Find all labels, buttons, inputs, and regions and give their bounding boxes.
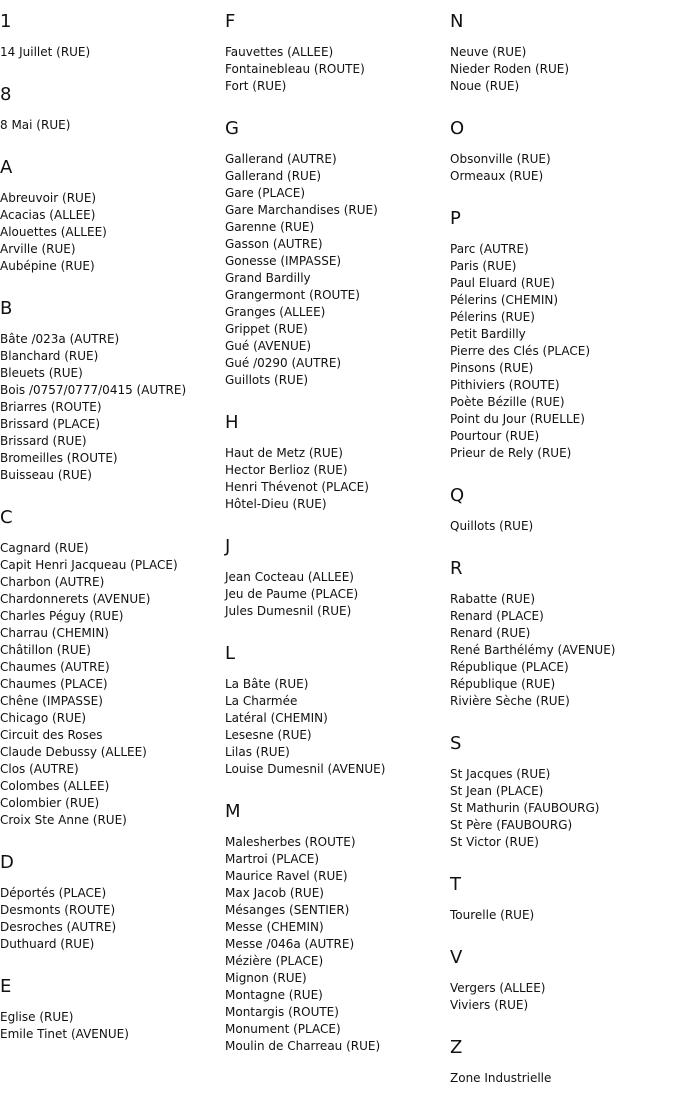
street-item: Point du Jour (RUELLE) [450, 412, 585, 426]
street-item: Cagnard (RUE) [0, 541, 89, 555]
street-item: Paul Eluard (RUE) [450, 276, 555, 290]
letter-section [450, 1036, 670, 1087]
letter-section [450, 946, 670, 1036]
street-item: Circuit des Roses [0, 728, 103, 742]
section-letter-heading: H [225, 412, 239, 433]
street-item: Chêne (IMPASSE) [0, 694, 103, 708]
street-list [225, 44, 445, 95]
street-item: Ormeaux (RUE) [450, 169, 544, 183]
street-list [225, 676, 445, 778]
street-item: Gué /0290 (AUTRE) [225, 356, 342, 370]
street-list [225, 569, 445, 620]
street-item: Max Jacob (RUE) [225, 886, 324, 900]
street-item: Déportés (PLACE) [0, 886, 107, 900]
street-item: Grippet (RUE) [225, 322, 308, 336]
street-item: Granges (ALLEE) [225, 305, 326, 319]
section-letter-heading: P [450, 208, 461, 229]
letter-section [450, 484, 670, 557]
street-item: Abreuvoir (RUE) [0, 191, 97, 205]
street-list [450, 980, 670, 1014]
section-letter-heading: M [225, 801, 241, 822]
street-list [225, 445, 445, 513]
street-item: Hôtel-Dieu (RUE) [225, 497, 327, 511]
section-letter-heading: O [450, 118, 465, 139]
street-item: Martroi (PLACE) [225, 852, 320, 866]
street-item: Lilas (RUE) [225, 745, 290, 759]
street-item: Clos (AUTRE) [0, 762, 79, 776]
street-item: Gare Marchandises (RUE) [225, 203, 378, 217]
section-spacer [450, 710, 670, 732]
street-item: Zone Industrielle [450, 1071, 552, 1085]
street-item: Gasson (AUTRE) [225, 237, 323, 251]
street-item: Gare (PLACE) [225, 186, 306, 200]
street-item: Parc (AUTRE) [450, 242, 529, 256]
section-spacer [450, 185, 670, 207]
street-list [450, 1070, 670, 1087]
street-item: René Barthélémy (AVENUE) [450, 643, 616, 657]
street-list [450, 907, 670, 924]
section-letter-heading: A [0, 157, 13, 178]
street-item: Viviers (RUE) [450, 998, 529, 1012]
section-letter-heading: D [0, 852, 14, 873]
street-item: Bleuets (RUE) [0, 366, 83, 380]
street-list [0, 331, 220, 484]
section-spacer [225, 95, 445, 117]
street-item: Bromeilles (ROUTE) [0, 451, 118, 465]
letter-section [0, 156, 220, 297]
street-item: Alouettes (ALLEE) [0, 225, 107, 239]
section-letter-heading: Z [450, 1037, 463, 1058]
street-item: Pierre des Clés (PLACE) [450, 344, 591, 358]
letter-section [0, 975, 220, 1043]
street-item: Gallerand (RUE) [225, 169, 322, 183]
letter-section [450, 10, 670, 117]
street-item: Mignon (RUE) [225, 971, 307, 985]
street-item: St Victor (RUE) [450, 835, 539, 849]
street-item: Grangermont (ROUTE) [225, 288, 360, 302]
street-item: Moulin de Charreau (RUE) [225, 1039, 381, 1053]
street-item: Grand Bardilly [225, 271, 311, 285]
street-item: Pélerins (RUE) [450, 310, 535, 324]
street-item: Pélerins (CHEMIN) [450, 293, 559, 307]
street-item: Buisseau (RUE) [0, 468, 92, 482]
street-item: Montargis (ROUTE) [225, 1005, 339, 1019]
street-list [225, 834, 445, 1055]
street-item: Quillots (RUE) [450, 519, 534, 533]
street-index-column-3 [450, 10, 670, 1087]
street-item: Obsonville (RUE) [450, 152, 551, 166]
street-item: Maurice Ravel (RUE) [225, 869, 348, 883]
street-item: Petit Bardilly [450, 327, 526, 341]
street-item: Croix Ste Anne (RUE) [0, 813, 127, 827]
letter-section [450, 207, 670, 484]
street-item: Claude Debussy (ALLEE) [0, 745, 147, 759]
section-letter-heading: 1 [0, 11, 12, 32]
section-spacer [0, 134, 220, 156]
section-spacer [0, 484, 220, 506]
street-item: Emile Tinet (AVENUE) [0, 1027, 129, 1041]
street-item: Lesesne (RUE) [225, 728, 312, 742]
street-item: Chaumes (AUTRE) [0, 660, 110, 674]
street-item: Fontainebleau (ROUTE) [225, 62, 365, 76]
street-list [0, 885, 220, 953]
street-item: 14 Juillet (RUE) [0, 45, 91, 59]
section-letter-heading: S [450, 733, 462, 754]
street-list [0, 44, 220, 61]
street-item: Briarres (ROUTE) [0, 400, 102, 414]
street-item: Desmonts (ROUTE) [0, 903, 116, 917]
street-item: Colombier (RUE) [0, 796, 100, 810]
street-item: Vergers (ALLEE) [450, 981, 546, 995]
section-spacer [0, 953, 220, 975]
letter-section [225, 10, 445, 117]
street-item: Henri Thévenot (PLACE) [225, 480, 369, 494]
section-spacer [450, 462, 670, 484]
section-spacer [450, 1014, 670, 1036]
letter-section [450, 732, 670, 873]
section-spacer [225, 513, 445, 535]
street-list [450, 518, 670, 535]
street-item: Rabatte (RUE) [450, 592, 536, 606]
street-item: Louise Dumesnil (AVENUE) [225, 762, 386, 776]
street-item: Montagne (RUE) [225, 988, 323, 1002]
section-spacer [450, 851, 670, 873]
street-item: Messe /046a (AUTRE) [225, 937, 355, 951]
street-item: Pourtour (RUE) [450, 429, 540, 443]
street-item: Gallerand (AUTRE) [225, 152, 337, 166]
street-item: Aubépine (RUE) [0, 259, 95, 273]
street-list [450, 151, 670, 185]
street-item: Malesherbes (ROUTE) [225, 835, 356, 849]
street-item: République (RUE) [450, 677, 556, 691]
street-item: Bâte /023a (AUTRE) [0, 332, 120, 346]
section-spacer [225, 778, 445, 800]
letter-section [0, 297, 220, 506]
street-list [0, 190, 220, 275]
section-letter-heading: C [0, 507, 13, 528]
letter-section [450, 873, 670, 946]
section-spacer [450, 535, 670, 557]
section-letter-heading: T [450, 874, 461, 895]
street-list [450, 44, 670, 95]
street-item: Mézière (PLACE) [225, 954, 324, 968]
street-item: Charles Péguy (RUE) [0, 609, 124, 623]
street-item: Neuve (RUE) [450, 45, 527, 59]
street-item: Charrau (CHEMIN) [0, 626, 109, 640]
section-letter-heading: 8 [0, 84, 12, 105]
street-item: Noue (RUE) [450, 79, 520, 93]
section-letter-heading: N [450, 11, 464, 32]
street-list [0, 117, 220, 134]
street-item: Renard (RUE) [450, 626, 531, 640]
street-item: Nieder Roden (RUE) [450, 62, 570, 76]
street-item: Chardonnerets (AVENUE) [0, 592, 151, 606]
section-spacer [450, 95, 670, 117]
street-list [450, 591, 670, 710]
street-item: Prieur de Rely (RUE) [450, 446, 572, 460]
street-item: Jean Cocteau (ALLEE) [225, 570, 354, 584]
street-item: Chicago (RUE) [0, 711, 87, 725]
letter-section [450, 117, 670, 207]
street-item: Messe (CHEMIN) [225, 920, 324, 934]
street-item: Fort (RUE) [225, 79, 287, 93]
letter-section [225, 642, 445, 800]
street-item: La Bâte (RUE) [225, 677, 309, 691]
street-item: Acacias (ALLEE) [0, 208, 96, 222]
section-spacer [0, 829, 220, 851]
street-item: Poète Bézille (RUE) [450, 395, 565, 409]
street-item: Arville (RUE) [0, 242, 76, 256]
street-list [450, 766, 670, 851]
street-item: Gué (AVENUE) [225, 339, 312, 353]
street-item: Latéral (CHEMIN) [225, 711, 328, 725]
street-item: 8 Mai (RUE) [0, 118, 71, 132]
section-letter-heading: G [225, 118, 239, 139]
street-item: Eglise (RUE) [0, 1010, 74, 1024]
letter-section [0, 506, 220, 851]
street-item: St Jacques (RUE) [450, 767, 551, 781]
street-item: Jules Dumesnil (RUE) [225, 604, 352, 618]
street-item: Monument (PLACE) [225, 1022, 341, 1036]
street-item: Pithiviers (ROUTE) [450, 378, 560, 392]
street-item: Rivière Sèche (RUE) [450, 694, 570, 708]
letter-section [0, 851, 220, 975]
street-item: Mésanges (SENTIER) [225, 903, 350, 917]
street-item: Capit Henri Jacqueau (PLACE) [0, 558, 178, 572]
section-letter-heading: F [225, 11, 236, 32]
section-spacer [0, 275, 220, 297]
street-item: Brissard (RUE) [0, 434, 87, 448]
street-item: Pinsons (RUE) [450, 361, 534, 375]
street-item: Desroches (AUTRE) [0, 920, 117, 934]
street-item: Charbon (AUTRE) [0, 575, 105, 589]
section-spacer [225, 620, 445, 642]
street-item: St Mathurin (FAUBOURG) [450, 801, 600, 815]
street-item: Guillots (RUE) [225, 373, 309, 387]
section-letter-heading: B [0, 298, 13, 319]
section-letter-heading: E [0, 976, 12, 997]
section-letter-heading: V [450, 947, 463, 968]
letter-section [225, 411, 445, 535]
letter-section [225, 117, 445, 411]
letter-section [0, 83, 220, 156]
street-item: Renard (PLACE) [450, 609, 544, 623]
street-item: Gonesse (IMPASSE) [225, 254, 342, 268]
street-index-column-1 [0, 10, 220, 1043]
street-item: République (PLACE) [450, 660, 569, 674]
letter-section [225, 800, 445, 1055]
section-spacer [450, 924, 670, 946]
street-item: Paris (RUE) [450, 259, 517, 273]
street-item: Châtillon (RUE) [0, 643, 91, 657]
street-item: Jeu de Paume (PLACE) [225, 587, 359, 601]
street-item: Colombes (ALLEE) [0, 779, 110, 793]
section-letter-heading: Q [450, 485, 465, 506]
street-item: Bois /0757/0777/0415 (AUTRE) [0, 383, 187, 397]
street-item: St Jean (PLACE) [450, 784, 544, 798]
section-letter-heading: L [225, 643, 236, 664]
section-spacer [0, 61, 220, 83]
letter-section [450, 557, 670, 732]
street-list [0, 540, 220, 829]
street-item: Tourelle (RUE) [450, 908, 535, 922]
street-item: Garenne (RUE) [225, 220, 315, 234]
street-item: Hector Berlioz (RUE) [225, 463, 348, 477]
street-item: Chaumes (PLACE) [0, 677, 108, 691]
street-list [0, 1009, 220, 1043]
street-item: Haut de Metz (RUE) [225, 446, 343, 460]
street-item: Blanchard (RUE) [0, 349, 99, 363]
letter-section [225, 535, 445, 642]
section-letter-heading: R [450, 558, 463, 579]
street-item: Brissard (PLACE) [0, 417, 101, 431]
letter-section [0, 10, 220, 83]
street-item: St Père (FAUBOURG) [450, 818, 573, 832]
street-item: Fauvettes (ALLEE) [225, 45, 334, 59]
street-index-column-2 [225, 10, 445, 1055]
street-item: Duthuard (RUE) [0, 937, 95, 951]
section-letter-heading: J [225, 536, 231, 557]
street-list [450, 241, 670, 462]
street-list [225, 151, 445, 389]
street-item: La Charmée [225, 694, 298, 708]
section-spacer [225, 389, 445, 411]
